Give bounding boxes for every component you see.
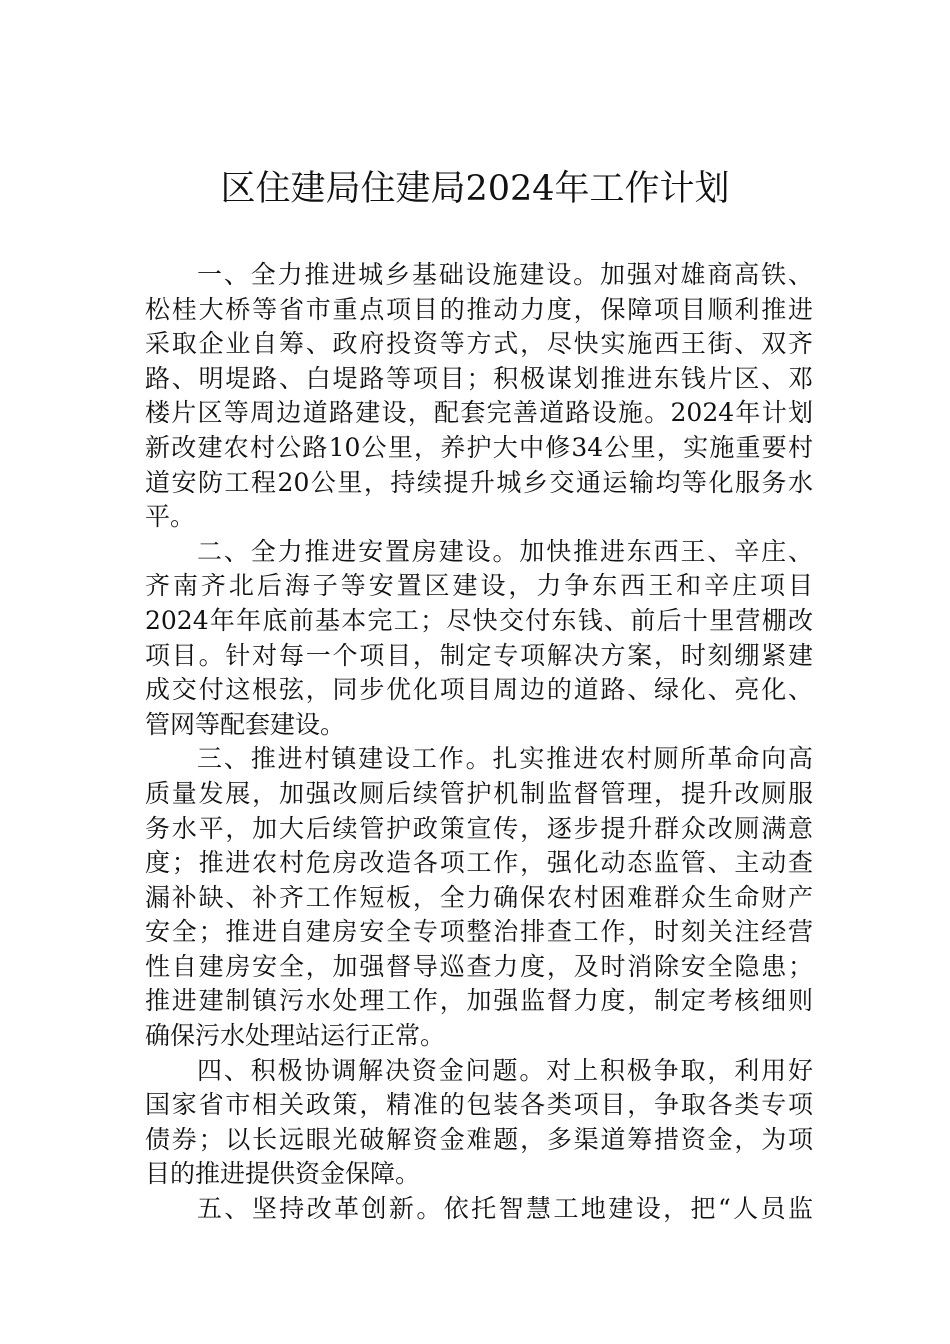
- paragraph-line: 质量发展，加强改厕后续管护机制监督管理，提升改厕服: [145, 778, 813, 808]
- paragraph-line: 平。: [145, 502, 196, 532]
- paragraph-line: 漏补缺、补齐工作短板，全力确保农村困难群众生命财产: [145, 882, 813, 912]
- document-body: [145, 258, 813, 1227]
- paragraph-line: 确保污水处理站运行正常。: [145, 1021, 446, 1051]
- paragraph-line: 三、推进村镇建设工作。扎实推进农村厕所革命向高: [197, 744, 813, 774]
- paragraph-line: 安全；推进自建房安全专项整治排查工作，时刻关注经营: [145, 917, 813, 947]
- paragraph-line: 新改建农村公路10公里，养护大中修34公里，实施重要村: [145, 432, 813, 462]
- paragraph-line: 采取企业自筹、政府投资等方式，尽快实施西王街、双齐: [145, 329, 813, 359]
- paragraph-line: 国家省市相关政策，精准的包装各类项目，争取各类专项: [145, 1090, 813, 1120]
- paragraph-line: 推进建制镇污水处理工作，加强监督力度，制定考核细则: [145, 986, 813, 1016]
- paragraph-line: 五、坚持改革创新。依托智慧工地建设，把“人员监: [197, 1194, 813, 1224]
- paragraph-line: 二、全力推进安置房建设。加快推进东西王、辛庄、: [197, 536, 813, 566]
- paragraph-line: 性自建房安全，加强督导巡查力度，及时消除安全隐患；: [145, 951, 813, 981]
- paragraph-line: 四、积极协调解决资金问题。对上积极争取，利用好: [197, 1055, 813, 1085]
- document-title: 区住建局住建局2024年工作计划: [220, 169, 730, 209]
- paragraph-line: 路、明堤路、白堤路等项目；积极谋划推进东钱片区、邓: [145, 363, 813, 393]
- paragraph-line: 管网等配套建设。: [145, 709, 346, 739]
- paragraph-line: 一、全力推进城乡基础设施建设。加强对雄商高铁、: [197, 260, 813, 289]
- paragraph-3: [145, 742, 813, 1053]
- paragraph-line: 项目。针对每一个项目，制定专项解决方案，时刻绷紧建: [145, 640, 813, 670]
- paragraph-line: 道安防工程20公里，持续提升城乡交通运输均等化服务水: [145, 467, 813, 497]
- paragraph-line: 松桂大桥等省市重点项目的推动力度，保障项目顺利推进: [145, 294, 813, 324]
- paragraph-line: 成交付这根弦，同步优化项目周边的道路、绿化、亮化、: [145, 675, 813, 705]
- paragraph-line: 目的推进提供资金保障。: [145, 1159, 421, 1189]
- paragraph-1: [145, 258, 813, 535]
- paragraph-line: 务水平，加大后续管护政策宣传，逐步提升群众改厕满意: [145, 813, 813, 843]
- paragraph-line: 楼片区等周边道路建设，配套完善道路设施。2024年计划: [145, 398, 813, 428]
- paragraph-4: [145, 1054, 813, 1192]
- paragraph-line: 齐南齐北后海子等安置区建设，力争东西王和辛庄项目: [145, 571, 813, 601]
- paragraph-5: [145, 1192, 813, 1227]
- paragraph-line: 2024年年底前基本完工；尽快交付东钱、前后十里营棚改: [145, 605, 813, 635]
- paragraph-2: [145, 535, 813, 743]
- paragraph-line: 度；推进农村危房改造各项工作，强化动态监管、主动查: [145, 848, 813, 878]
- paragraph-line: 债券；以长远眼光破解资金难题，多渠道筹措资金，为项: [145, 1124, 813, 1154]
